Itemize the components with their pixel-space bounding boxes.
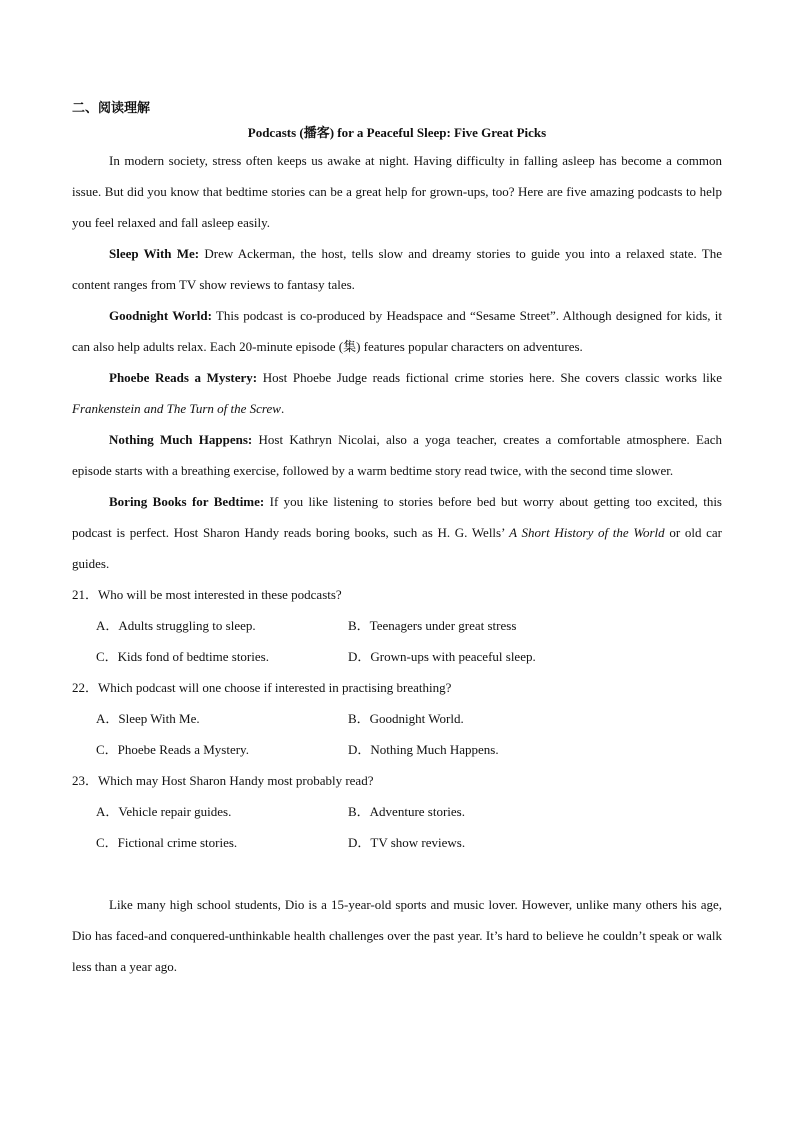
podcast-name: Nothing Much Happens: — [109, 432, 253, 447]
podcast-text: Drew Ackerman, the host, tells slow and dreamy stories to guide you into a relaxed state. The content ranges from TV show reviews to fantasy tales. — [72, 246, 722, 292]
option-row — [72, 796, 722, 827]
podcast-paragraph — [72, 362, 722, 424]
option-a[interactable]: A．Vehicle repair guides. — [96, 804, 232, 819]
question-stem: 22．Which podcast will one choose if interested in practising breathing? — [72, 680, 452, 695]
option-row — [72, 703, 722, 734]
option-row — [72, 641, 722, 672]
podcast-paragraph — [72, 300, 722, 362]
intro-paragraph: In modern society, stress often keeps us awake at night. Having difficulty in falling asleep has become a common issue. But did you know that bedtime stories can be a great help for grown-ups, too? Here are five amazing podcasts to help you feel relaxed and fall asleep easily. — [72, 153, 722, 230]
option-d[interactable]: D．TV show reviews. — [348, 835, 466, 850]
podcast-italic-title: A Short History of the World — [509, 525, 665, 540]
podcast-text: If you like listening to stories before bed but worry about getting too excited, this podcast is perfect. Host Sharon Handy reads boring books, such as H. G. Wells’ — [72, 494, 722, 540]
option-c[interactable]: C．Phoebe Reads a Mystery. — [96, 742, 249, 757]
option-c[interactable]: C．Fictional crime stories. — [96, 835, 238, 850]
podcast-paragraph — [72, 424, 722, 486]
podcast-name: Phoebe Reads a Mystery: — [109, 370, 258, 385]
next-passage-paragraph: Like many high school students, Dio is a 15-year-old sports and music lover. However, unlike many others his age, Dio has faced-and conquered-unthinkable health challenges over the past year. It’s hard to believe he couldn’t speak or walk less than a year ago. — [72, 897, 722, 974]
option-b[interactable]: B．Teenagers under great stress — [348, 618, 517, 633]
podcast-tail: . — [280, 401, 285, 416]
option-row — [72, 734, 722, 765]
question-stem: 21．Who will be most interested in these podcasts? — [72, 587, 342, 602]
spacer — [72, 858, 722, 889]
podcast-italic-title: Frankenstein and The Turn of the Screw — [72, 401, 281, 416]
question-block — [72, 672, 722, 765]
podcast-text: Host Kathryn Nicolai, also a yoga teacher, creates a comfortable atmosphere. Each episode starts with a breathing exercise, followed by a warm bedtime story read twice, with the second time slower. — [72, 432, 723, 478]
article-title: Podcasts (播客) for a Peaceful Sleep: Five Great Picks — [247, 125, 547, 140]
podcast-name: Boring Books for Bedtime: — [109, 494, 265, 509]
podcast-text: This podcast is co-produced by Headspace and “Sesame Street”. Although designed for kids, it can also help adults relax. Each 20-minute episode (集) features popular characters on adventures. — [72, 308, 722, 354]
document-page — [72, 94, 722, 982]
podcast-name: Goodnight World: — [109, 308, 212, 323]
option-c[interactable]: C．Kids fond of bedtime stories. — [96, 649, 269, 664]
question-block — [72, 579, 722, 672]
question-stem: 23．Which may Host Sharon Handy most probably read? — [72, 773, 374, 788]
option-a[interactable]: A．Sleep With Me. — [96, 711, 200, 726]
option-a[interactable]: A．Adults struggling to sleep. — [96, 618, 256, 633]
podcast-paragraph — [72, 238, 722, 300]
podcast-paragraph — [72, 486, 722, 579]
option-b[interactable]: B．Adventure stories. — [348, 804, 465, 819]
option-b[interactable]: B．Goodnight World. — [348, 711, 464, 726]
option-row — [72, 827, 722, 858]
podcast-tail: or old car guides. — [72, 525, 722, 571]
podcast-text: Host Phoebe Judge reads fictional crime stories here. She covers classic works like — [257, 370, 722, 385]
section-title: 二、阅读理解 — [72, 100, 151, 115]
option-d[interactable]: D．Grown-ups with peaceful sleep. — [348, 649, 536, 664]
option-d[interactable]: D．Nothing Much Happens. — [348, 742, 499, 757]
option-row — [72, 610, 722, 641]
podcast-name: Sleep With Me: — [109, 246, 200, 261]
question-block — [72, 765, 722, 858]
